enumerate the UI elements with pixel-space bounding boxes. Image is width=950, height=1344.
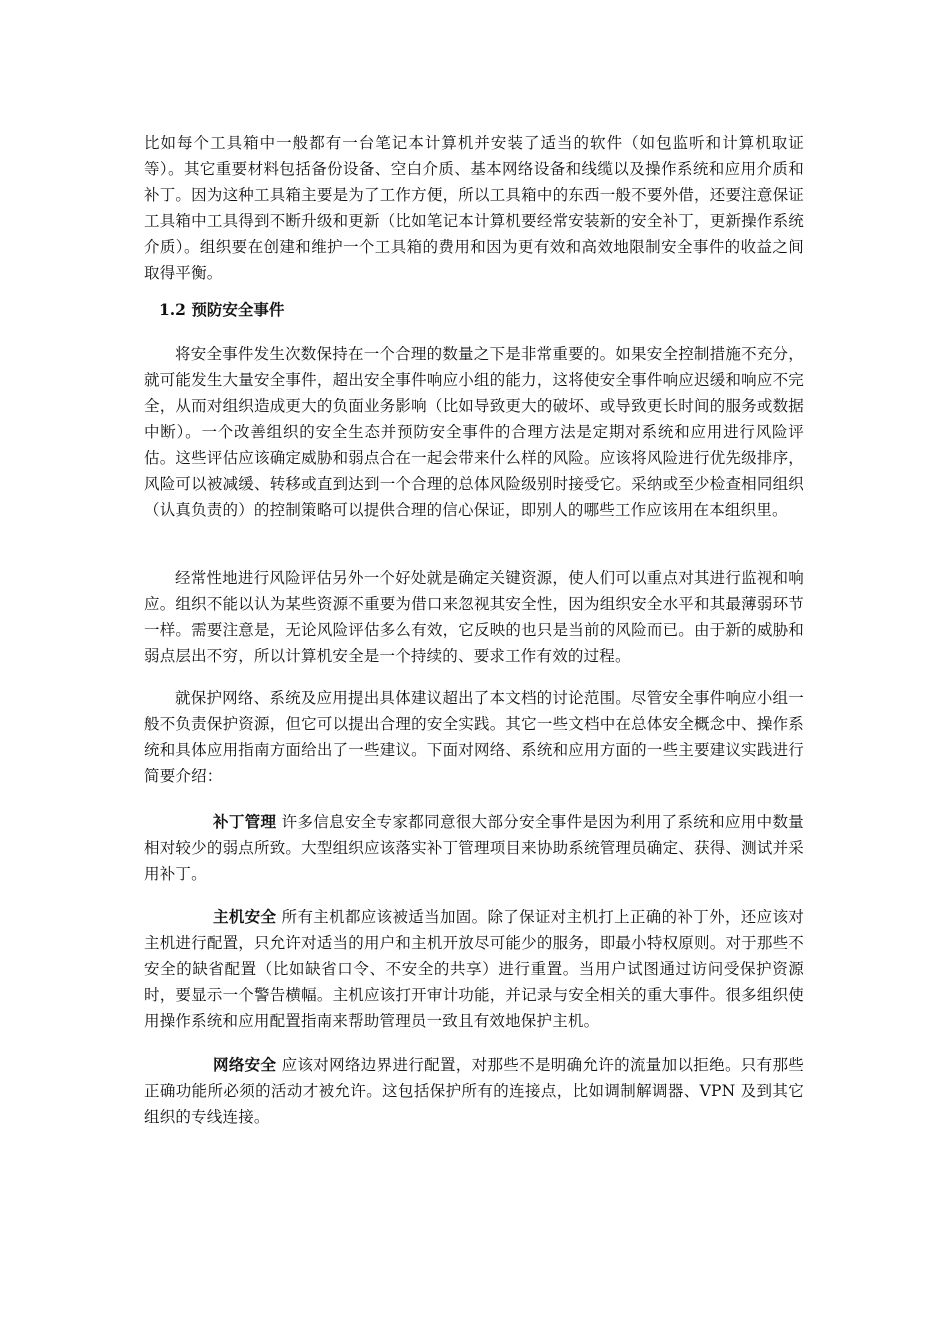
item-term: 网络安全 [213, 1055, 277, 1074]
item-host-security [144, 904, 804, 1034]
item-term: 主机安全 [213, 907, 277, 926]
section-heading: 1.2 预防安全事件 [159, 300, 285, 319]
item-text: 应该对网络边界进行配置，对那些不是明确允许的流量加以拒绝。只有那些正确功能所必须的活动才被允许。这包括保护所有的连接点，比如调制解调器、VPN 及到其它组织的专线连接。 [144, 1056, 804, 1126]
paragraph-recommendations: 就保护网络、系统及应用提出具体建议超出了本文档的讨论范围。尽管安全事件响应小组一般不负责保护资源，但它可以提出合理的安全实践。其它一些文档中在总体安全概念中、操作系统和具体应用指南方面给出了一些建议。下面对网络、系统和应用方面的一些主要建议实践进行简要介绍： [144, 689, 804, 785]
paragraph-toolkit: 比如每个工具箱中一般都有一台笔记本计算机并安装了适当的软件（如包监听和计算机取证等）。其它重要材料包括备份设备、空白介质、基本网络设备和线缆以及操作系统和应用介质和补丁。因为这种工具箱主要是为了工作方便，所以工具箱中的东西一般不要外借，还要注意保证工具箱中工具得到不断升级和更新（比如笔记本计算机要经常安装新的安全补丁，更新操作系统介质）。组织要在创建和维护一个工具箱的费用和因为更有效和高效地限制安全事件的收益之间取得平衡。 [144, 134, 804, 282]
item-patch-management [144, 809, 804, 887]
item-term: 补丁管理 [213, 812, 277, 831]
item-text: 许多信息安全专家都同意很大部分安全事件是因为利用了系统和应用中数量相对较少的弱点所致。大型组织应该落实补丁管理项目来协助系统管理员确定、获得、测试并采用补丁。 [144, 813, 804, 883]
paragraph-incident-prevention: 将安全事件发生次数保持在一个合理的数量之下是非常重要的。如果安全控制措施不充分，就可能发生大量安全事件，超出安全事件响应小组的能力，这将使安全事件响应迟缓和响应不完全，从而对组织造成更大的负面业务影响（比如导致更大的破坏、或导致更长时间的服务或数据中断）。一个改善组织的安全生态并预防安全事件的合理方法是定期对系统和应用进行风险评估。这些评估应该确定威胁和弱点合在一起会带来什么样的风险。应该将风险进行优先级排序，风险可以被减缓、转移或直到达到一个合理的总体风险级别时接受它。采纳或至少检查相同组织（认真负责的）的控制策略可以提供合理的信心保证，即别人的哪些工作应该用在本组织里。 [144, 345, 804, 519]
item-network-security [144, 1052, 804, 1130]
paragraph-risk-assessment: 经常性地进行风险评估另外一个好处就是确定关键资源，使人们可以重点对其进行监视和响应。组织不能以认为某些资源不重要为借口来忽视其安全性，因为组织安全水平和其最薄弱环节一样。需要注意是，无论风险评估多么有效，它反映的也只是当前的风险而已。由于新的威胁和弱点层出不穷，所以计算机安全是一个持续的、要求工作有效的过程。 [144, 569, 804, 665]
item-text: 所有主机都应该被适当加固。除了保证对主机打上正确的补丁外，还应该对主机进行配置，只允许对适当的用户和主机开放尽可能少的服务，即最小特权原则。对于那些不安全的缺省配置（比如缺省口令、不安全的共享）进行重置。当用户试图通过访问受保护资源时，要显示一个警告横幅。主机应该打开审计功能，并记录与安全相关的重大事件。很多组织使用操作系统和应用配置指南来帮助管理员一致且有效地保护主机。 [144, 908, 804, 1030]
